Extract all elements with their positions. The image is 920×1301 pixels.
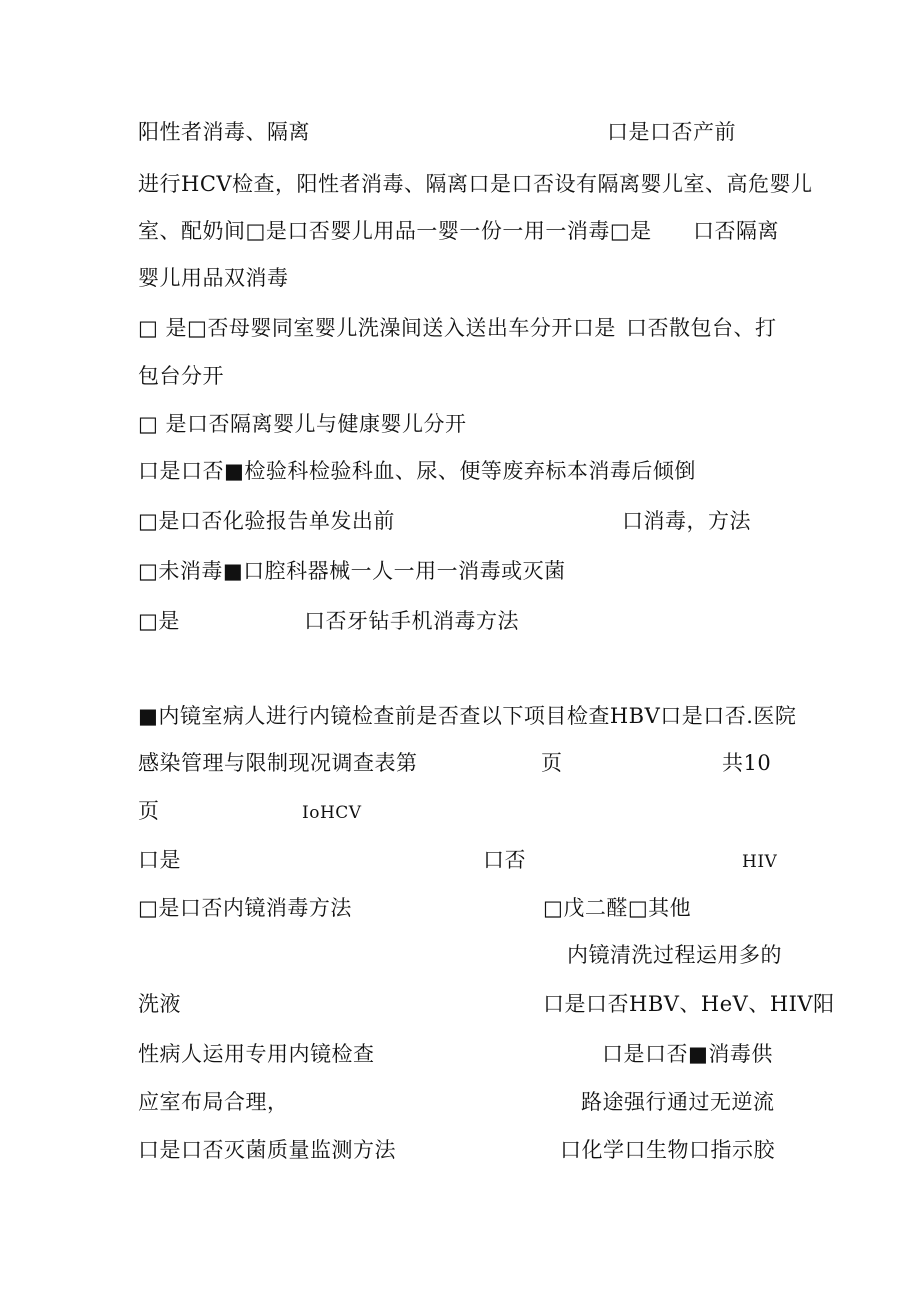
text-line: □是 (138, 609, 180, 633)
text-line: 口消毒，方法 (622, 509, 751, 533)
text-line: 应室布局合理， (138, 1090, 289, 1114)
text-line: 页 (138, 799, 160, 823)
text-line: 感染管理与限制现况调查表第 (138, 751, 418, 775)
text-line: 口是口否■消毒供 (602, 1042, 773, 1066)
text-line: HIV (742, 852, 778, 872)
text-line: 洗液 (138, 992, 181, 1016)
text-line: 口是口否产前 (607, 120, 736, 144)
text-line: 室、配奶间□是口否婴儿用品一婴一份一用一消毒□是 (138, 219, 652, 243)
text-line: 阳性者消毒、隔离 (138, 120, 310, 144)
text-line: IoHCV (302, 803, 362, 823)
text-line: 共10 (722, 751, 772, 775)
text-line: □戊二醛□其他 (543, 896, 692, 920)
text-line: 口否 (483, 848, 526, 872)
text-line: 口是口否■检验科检验科血、尿、便等废弃标本消毒后倾倒 (138, 459, 696, 483)
text-line: 性病人运用专用内镜检查 (138, 1042, 375, 1066)
text-line: 进行HCV检查，阳性者消毒、隔离口是口否设有隔离婴儿室、高危婴儿 (138, 172, 813, 196)
text-line: 页 (541, 751, 563, 775)
text-line: 婴儿用品双消毒 (138, 266, 289, 290)
text-line: 口是 (138, 848, 181, 872)
text-line: ■内镜室病人进行内镜检查前是否查以下项目检查HBV口是口否.医院 (138, 704, 797, 728)
text-line: 口是口否HBV、HeV、HIV阳 (543, 992, 835, 1016)
text-line: □是口否内镜消毒方法 (138, 896, 352, 920)
text-line: 包台分开 (138, 364, 224, 388)
text-line: □是口否化验报告单发出前 (138, 509, 395, 533)
text-line: 口化学口生物口指示胶 (560, 1138, 775, 1162)
text-line: 口否牙钻手机消毒方法 (304, 609, 519, 633)
text-line: □ 是□否母婴同室婴儿洗澡间送入送出车分开口是 (138, 316, 616, 340)
text-line: 口否隔离 (693, 219, 779, 243)
text-line: 内镜清洗过程运用多的 (567, 943, 782, 967)
text-line: □未消毒■口腔科器械一人一用一消毒或灭菌 (138, 559, 566, 583)
text-line: 路途强行通过无逆流 (581, 1090, 775, 1114)
text-line: 口是口否灭菌质量监测方法 (138, 1138, 396, 1162)
text-line: 口否散包台、打 (626, 316, 777, 340)
text-line: □ 是口否隔离婴儿与健康婴儿分开 (138, 412, 467, 436)
